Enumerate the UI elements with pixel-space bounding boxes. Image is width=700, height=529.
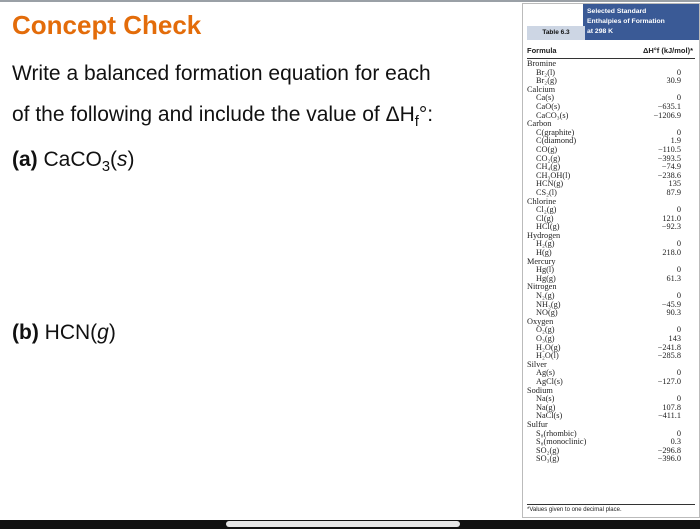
row-formula: NH₃(g) (536, 299, 561, 309)
row-formula: HCN(g) (536, 179, 564, 189)
table-rows (527, 60, 695, 464)
table-label: Table 6.3 (527, 26, 585, 40)
table-row (527, 455, 695, 464)
row-formula: AgCl(s) (536, 376, 563, 386)
row-value: 0 (676, 93, 681, 103)
row-value: 143 (668, 334, 681, 343)
row-formula: Carbon (527, 119, 552, 129)
row-value: 0 (676, 239, 681, 249)
row-formula: NaCl(s) (536, 411, 563, 421)
row-formula: Hg(g) (536, 273, 556, 283)
row-formula: H₂O(l) (536, 351, 559, 361)
row-formula: CaO(s) (536, 101, 560, 111)
row-value: −393.5 (657, 153, 681, 163)
row-value: −296.8 (657, 445, 681, 455)
row-formula: O₃(g) (536, 334, 555, 343)
row-value: −45.9 (661, 299, 681, 309)
row-value: 0 (676, 291, 681, 301)
row-formula: SO₂(g) (536, 445, 560, 455)
row-formula: Chlorine (527, 196, 557, 206)
row-formula: C(graphite) (536, 127, 575, 137)
horizontal-scrollbar[interactable] (226, 521, 460, 527)
row-value: −411.1 (657, 411, 681, 421)
row-value: −635.1 (657, 101, 681, 111)
row-value: −92.3 (661, 222, 681, 232)
row-value: 0 (676, 428, 681, 438)
row-formula: Br₂(g) (536, 76, 557, 86)
table-row (527, 412, 695, 421)
row-value: 90.3 (666, 308, 681, 318)
top-border (0, 0, 700, 2)
row-value: 0 (676, 325, 681, 335)
row-value: 0.3 (670, 437, 681, 447)
row-formula: CaCO₃(s) (536, 110, 569, 120)
row-formula: Oxygen (527, 316, 554, 326)
row-value: 87.9 (666, 187, 681, 197)
table-row (527, 112, 695, 121)
row-value: 121.0 (662, 213, 681, 223)
row-value: −238.6 (657, 170, 681, 180)
row-formula: NO(g) (536, 308, 558, 318)
row-value: 61.3 (666, 273, 681, 283)
column-formula: Formula (527, 46, 557, 55)
row-formula: CH₃OH(l) (536, 170, 571, 180)
row-formula: Hydrogen (527, 230, 561, 240)
row-value: 0 (676, 67, 681, 77)
row-value: −241.8 (657, 342, 681, 352)
row-formula: HCl(g) (536, 222, 560, 232)
row-value: −396.0 (657, 454, 681, 464)
row-formula: Cl₂(g) (536, 205, 557, 215)
row-formula: CH₄(g) (536, 162, 561, 172)
row-formula: S₈(rhombic) (536, 428, 577, 438)
row-formula: Hg(l) (536, 265, 554, 275)
row-value: −285.8 (657, 351, 681, 361)
row-formula: N₂(g) (536, 291, 555, 301)
row-formula: Cl(g) (536, 213, 554, 223)
row-formula: Br₂(l) (536, 67, 556, 77)
column-value: ΔH°f (kJ/mol)* (642, 46, 693, 55)
table-footnote: *Values given to one decimal place. (527, 504, 695, 513)
row-value: −110.5 (657, 144, 681, 154)
row-formula: CS₂(l) (536, 187, 557, 197)
row-formula: Sodium (527, 385, 553, 395)
row-value: 1.9 (670, 136, 681, 146)
row-value: −74.9 (661, 162, 681, 172)
table-column-headers (527, 44, 695, 59)
row-formula: CO₂(g) (536, 153, 561, 163)
row-formula: Sulfur (527, 419, 548, 429)
prompt-line-1: Write a balanced formation equation for each (12, 62, 431, 85)
table-header: Selected Standard Enthalpies of Formation at 298 K (583, 4, 699, 40)
enthalpy-table (522, 3, 700, 518)
row-value: 0 (676, 265, 681, 275)
row-formula: Na(s) (536, 394, 555, 404)
row-value: 30.9 (666, 76, 681, 86)
row-value: 0 (676, 368, 681, 378)
row-value: 0 (676, 127, 681, 137)
row-formula: C(diamond) (536, 136, 577, 146)
table-row (527, 352, 695, 361)
row-formula: Calcium (527, 84, 556, 94)
row-value: 135 (668, 179, 681, 189)
row-formula: Ag(s) (536, 368, 555, 378)
row-formula: SO₃(g) (536, 454, 560, 464)
row-formula: Na(g) (536, 402, 556, 412)
row-formula: H(g) (536, 248, 552, 258)
row-value: −1206.9 (653, 110, 681, 120)
row-formula: Silver (527, 359, 547, 369)
row-formula: Nitrogen (527, 282, 557, 292)
row-formula: S₈(monoclinic) (536, 437, 587, 447)
row-formula: H₂O(g) (536, 342, 561, 352)
part-a: (a) CaCO$_3$(s) (12, 148, 135, 176)
row-value: 0 (676, 394, 681, 404)
slide-title: Concept Check (12, 10, 202, 40)
row-value: 218.0 (662, 248, 681, 258)
row-formula: Bromine (527, 59, 557, 68)
part-b: (b) HCN(g) (12, 321, 116, 344)
prompt-line-2: of the following and include the value of $\Delta H_f^\circ$: (12, 103, 434, 131)
row-formula: CO(g) (536, 144, 558, 154)
row-value: −127.0 (657, 376, 681, 386)
row-formula: H₂(g) (536, 239, 555, 249)
row-formula: Mercury (527, 256, 556, 266)
row-formula: Ca(s) (536, 93, 554, 103)
row-value: 0 (676, 205, 681, 215)
row-formula: O₂(g) (536, 325, 555, 335)
row-value: 107.8 (662, 402, 681, 412)
